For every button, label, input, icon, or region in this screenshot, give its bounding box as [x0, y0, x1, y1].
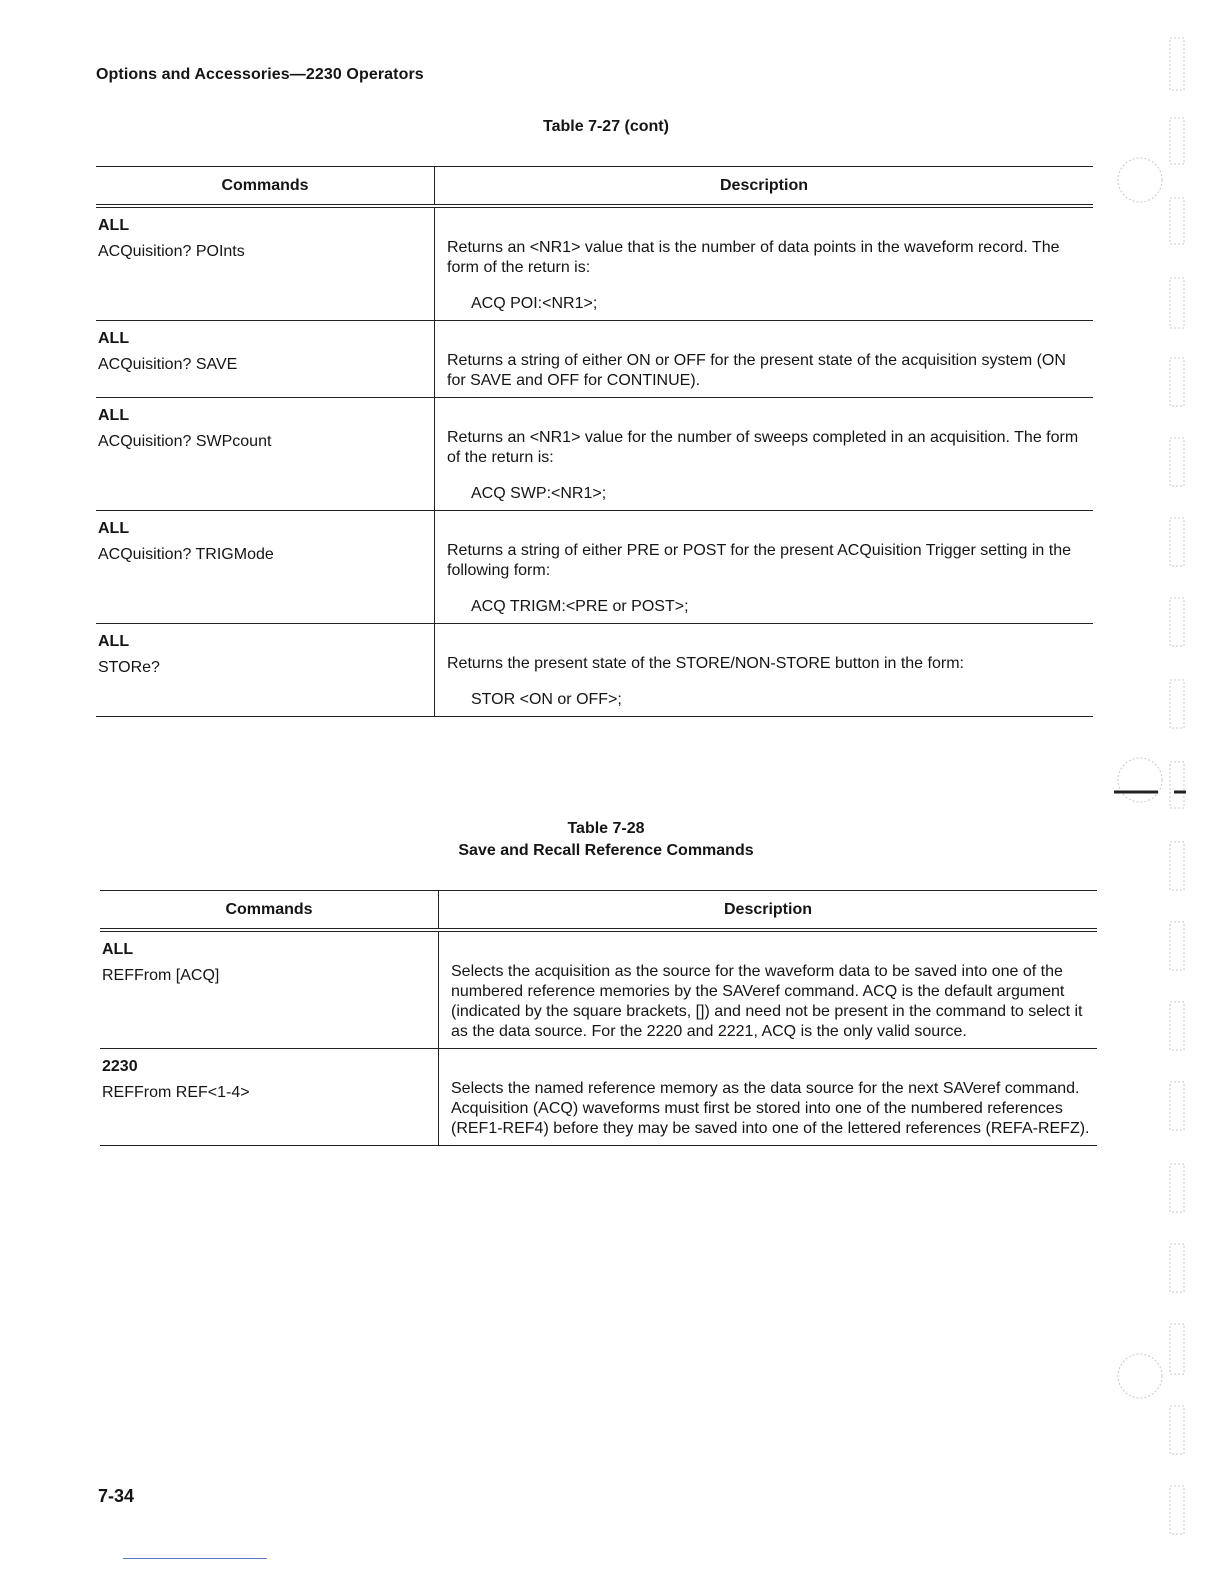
page-number: 7-34 — [98, 1486, 135, 1506]
description-text: Selects the acquisition as the source for the waveform data to be saved into one of the numbered reference memories by the SAVeref command. ACQ is the default argument (indicated by the square brackets, []) and need not be present in the command to select it as the data source. For the 2220 and 2221, ACQ is the only valid source. — [451, 963, 1083, 1040]
description-text: Selects the named reference memory as the data source for the next SAVeref command. Acquisition (ACQ) waveforms must first be stored into one of the numbered references (REF1-REF4) before they may be saved into one of the lettered references (REFA-REFZ). — [451, 1080, 1090, 1137]
model-label: ALL — [98, 520, 130, 537]
column-header-commands: Commands — [100, 891, 439, 931]
command-name: STORe? — [98, 659, 160, 676]
model-label: ALL — [98, 407, 130, 424]
footer-rule — [123, 1558, 267, 1559]
model-label: ALL — [98, 330, 130, 347]
return-form: STOR <ON or OFF>; — [471, 691, 622, 708]
description-cell — [435, 206, 1094, 321]
table-header-row — [100, 891, 1097, 931]
model-label: ALL — [98, 217, 130, 234]
description-text: Returns an <NR1> value for the number of sweeps completed in an acquisition. The form of the return is: — [447, 429, 1079, 466]
command-name: ACQuisition? TRIGMode — [98, 546, 274, 563]
model-label: 2230 — [102, 1058, 138, 1075]
table-title: Save and Recall Reference Commands — [458, 842, 754, 859]
table-7-27 — [96, 166, 1093, 717]
command-cell — [96, 206, 435, 321]
return-form: ACQ POI:<NR1>; — [471, 295, 598, 312]
command-name: ACQuisition? SWPcount — [98, 433, 272, 450]
running-head: Options and Accessories—2230 Operators — [96, 66, 424, 83]
table-row — [96, 511, 1093, 624]
command-cell — [96, 321, 435, 398]
table-7-28-caption — [0, 818, 1218, 862]
model-label: ALL — [102, 941, 134, 958]
command-cell — [100, 1049, 439, 1146]
description-text: Returns the present state of the STORE/NON-STORE button in the form: — [447, 655, 964, 672]
table-row — [100, 930, 1097, 1049]
command-cell — [96, 398, 435, 511]
table-row — [96, 206, 1093, 321]
table-7-27-caption: Table 7-27 (cont) — [543, 118, 669, 135]
command-cell — [96, 511, 435, 624]
table-header-row — [96, 167, 1093, 207]
description-cell — [435, 321, 1094, 398]
description-cell — [435, 511, 1094, 624]
description-text: Returns a string of either ON or OFF for the present state of the acquisition system (ON for SAVE and OFF for CONTINUE). — [447, 352, 1066, 389]
return-form: ACQ TRIGM:<PRE or POST>; — [471, 598, 689, 615]
column-header-description: Description — [435, 167, 1094, 207]
description-cell — [435, 624, 1094, 717]
table-7-28 — [100, 890, 1097, 1146]
command-cell — [100, 930, 439, 1049]
binder-tab-marks — [1100, 20, 1210, 1560]
table-number: Table 7-28 — [567, 820, 645, 837]
description-cell — [435, 398, 1094, 511]
table-row — [96, 398, 1093, 511]
table-row — [96, 321, 1093, 398]
description-text: Returns an <NR1> value that is the number of data points in the waveform record. The form of the return is: — [447, 239, 1060, 276]
table-row — [100, 1049, 1097, 1146]
command-name: ACQuisition? SAVE — [98, 356, 238, 373]
command-name: REFFrom [ACQ] — [102, 967, 220, 984]
command-name: ACQuisition? POInts — [98, 243, 245, 260]
column-header-description: Description — [439, 891, 1098, 931]
return-form: ACQ SWP:<NR1>; — [471, 485, 607, 502]
description-text: Returns a string of either PRE or POST for the present ACQuisition Trigger setting in the following form: — [447, 542, 1071, 579]
command-cell — [96, 624, 435, 717]
column-header-commands: Commands — [96, 167, 435, 207]
model-label: ALL — [98, 633, 130, 650]
table-row — [96, 624, 1093, 717]
description-cell — [439, 930, 1098, 1049]
command-name: REFFrom REF<1-4> — [102, 1084, 250, 1101]
description-cell — [439, 1049, 1098, 1146]
